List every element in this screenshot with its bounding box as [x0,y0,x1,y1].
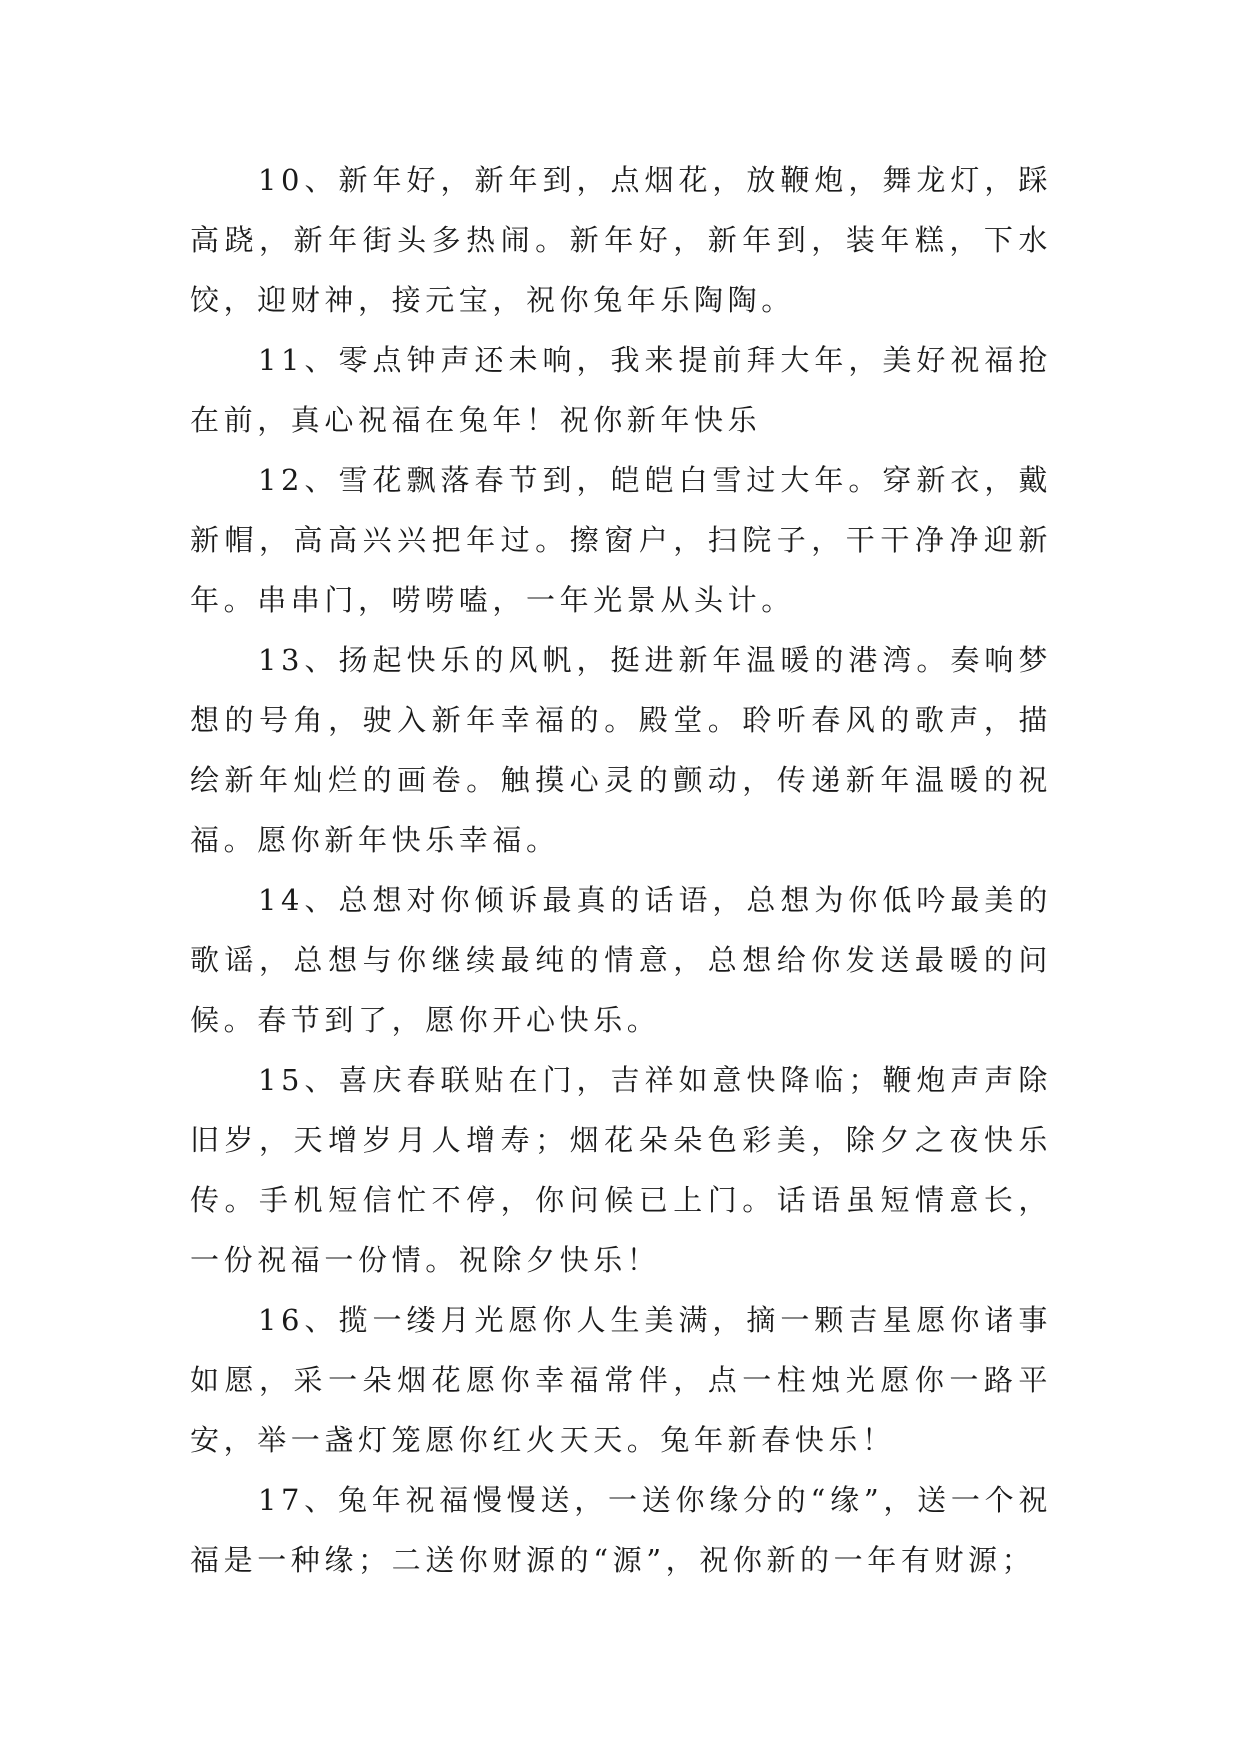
paragraph-11: 11、零点钟声还未响，我来提前拜大年，美好祝福抢在前，真心祝福在兔年！祝你新年快乐 [190,343,1052,437]
document-page [190,150,1052,1590]
paragraph-13: 13、扬起快乐的风帆，挺进新年温暖的港湾。奏响梦想的号角，驶入新年幸福的。殿堂。聆听春风的歌声，描绘新年灿烂的画卷。触摸心灵的颤动，传递新年温暖的祝福。愿你新年快乐幸福。 [190,643,1052,857]
paragraph-14: 14、总想对你倾诉最真的话语，总想为你低吟最美的歌谣，总想与你继续最纯的情意，总想给你发送最暖的问候。春节到了，愿你开心快乐。 [190,883,1052,1037]
paragraph-17: 17、兔年祝福慢慢送，一送你缘分的“缘”，送一个祝福是一种缘；二送你财源的“源”，祝你新的一年有财源； [190,1483,1052,1577]
paragraph-15: 15、喜庆春联贴在门，吉祥如意快降临；鞭炮声声除旧岁，天增岁月人增寿；烟花朵朵色彩美，除夕之夜快乐传。手机短信忙不停，你问候已上门。话语虽短情意长，一份祝福一份情。祝除夕快乐！ [190,1063,1052,1277]
paragraph-16: 16、揽一缕月光愿你人生美满，摘一颗吉星愿你诸事如愿，采一朵烟花愿你幸福常伴，点一柱烛光愿你一路平安，举一盏灯笼愿你红火天天。兔年新春快乐！ [190,1303,1052,1457]
paragraph-10: 10、新年好，新年到，点烟花，放鞭炮，舞龙灯，踩高跷，新年街头多热闹。新年好，新年到，装年糕，下水饺，迎财神，接元宝，祝你兔年乐陶陶。 [190,163,1052,317]
paragraph-12: 12、雪花飘落春节到，皑皑白雪过大年。穿新衣，戴新帽，高高兴兴把年过。擦窗户，扫院子，干干净净迎新年。串串门，唠唠嗑，一年光景从头计。 [190,463,1052,617]
